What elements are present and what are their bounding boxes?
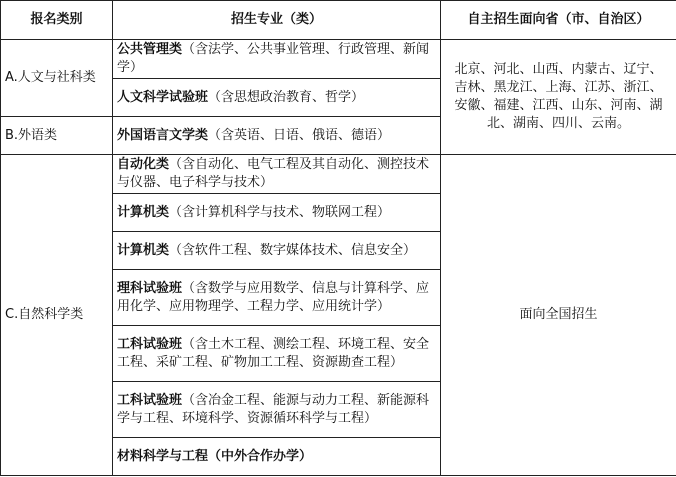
major-cell bbox=[113, 382, 441, 438]
major-detail: （含计算机科学与技术、物联网工程） bbox=[169, 204, 391, 220]
major-cell bbox=[113, 40, 441, 79]
header-row bbox=[1, 1, 676, 40]
major-detail: （含土木工程、测绘工程、环境工程、安全工程、采矿工程、矿物加工工程、资源勘查工程） bbox=[117, 336, 430, 370]
major-detail: （含法学、公共事业管理、行政管理、新闻学） bbox=[117, 42, 430, 75]
major-cell bbox=[113, 270, 441, 326]
major-name: 材料科学与工程（中外合作办学） bbox=[117, 448, 313, 464]
table-row bbox=[1, 40, 676, 79]
major-detail: （含冶金工程、能源与动力工程、新能源科学与工程、环境科学、资源循环科学与工程） bbox=[117, 392, 430, 426]
header-major: 招生专业（类） bbox=[113, 1, 441, 40]
major-name: 自动化类 bbox=[117, 157, 170, 172]
major-cell bbox=[113, 232, 441, 270]
major-name: 人文科学试验班 bbox=[117, 89, 209, 105]
major-cell bbox=[113, 326, 441, 382]
major-name: 理科试验班 bbox=[117, 280, 183, 296]
table-row bbox=[1, 155, 676, 194]
major-name: 计算机类 bbox=[117, 242, 170, 258]
major-detail: （含英语、日语、俄语、德语） bbox=[208, 127, 391, 143]
major-cell bbox=[113, 155, 441, 194]
category-humanities: A.人文与社科类 bbox=[1, 40, 113, 117]
header-provinces: 自主招生面向省（市、自治区） bbox=[441, 1, 676, 40]
major-name: 工科试验班 bbox=[117, 336, 183, 352]
major-detail: （含数学与应用数学、信息与计算科学、应用化学、应用物理学、工程力学、应用统计学） bbox=[117, 280, 430, 314]
category-science: C.自然科学类 bbox=[1, 155, 113, 476]
major-detail: （含自动化、电气工程及其自动化、测控技术与仪器、电子科学与技术） bbox=[117, 157, 430, 190]
major-cell bbox=[113, 79, 441, 117]
major-detail: （含思想政治教育、哲学） bbox=[208, 89, 365, 105]
major-cell bbox=[113, 438, 441, 476]
major-name: 计算机类 bbox=[117, 204, 170, 220]
provinces-c: 面向全国招生 bbox=[441, 155, 676, 476]
category-foreign: B.外语类 bbox=[1, 117, 113, 155]
major-detail: （含软件工程、数字媒体技术、信息安全） bbox=[169, 242, 417, 258]
major-name: 公共管理类 bbox=[117, 42, 183, 57]
major-name: 工科试验班 bbox=[117, 392, 183, 408]
major-name: 外国语言文学类 bbox=[117, 127, 209, 143]
major-cell bbox=[113, 117, 441, 155]
major-cell bbox=[113, 194, 441, 232]
provinces-a-b: 北京、河北、山西、内蒙古、辽宁、吉林、黑龙江、上海、江苏、浙江、安徽、福建、江西、山东、河南、湖北、湖南、四川、云南。 bbox=[441, 40, 676, 155]
header-category: 报名类别 bbox=[1, 1, 113, 40]
